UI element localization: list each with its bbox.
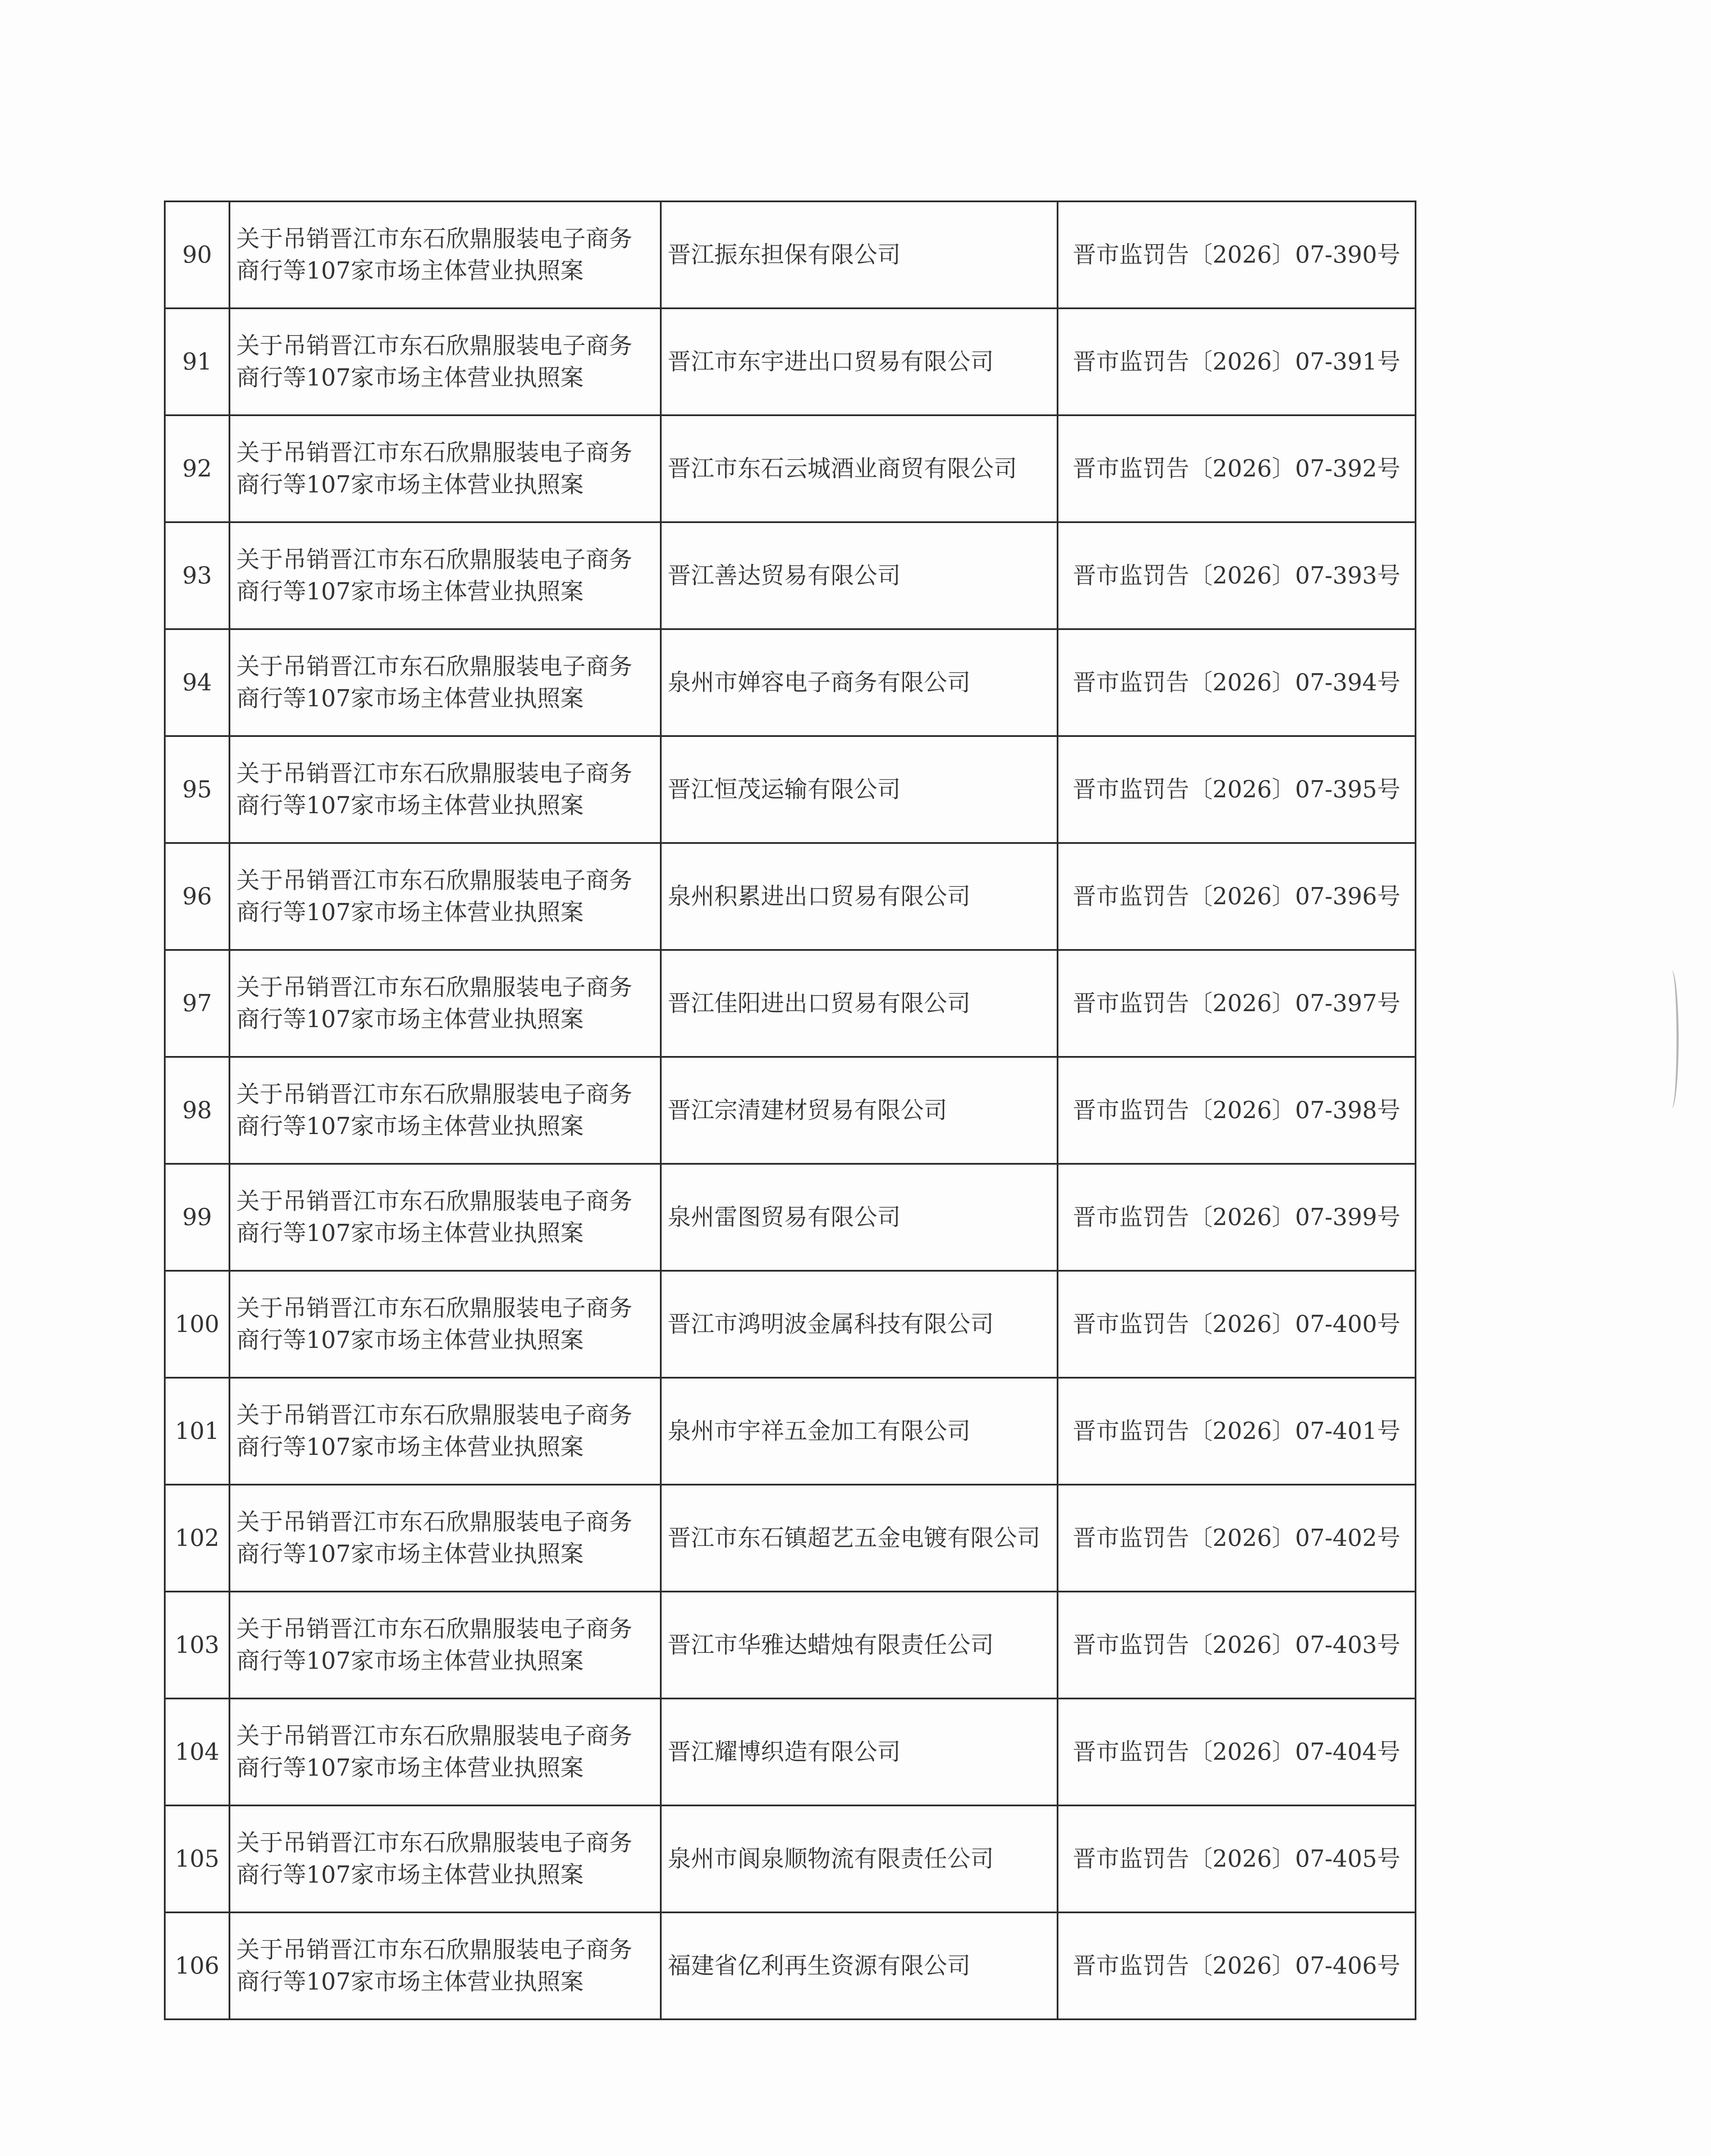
row-number: 102 [165,1485,229,1592]
entity-name: 泉州市宇祥五金加工有限公司 [661,1378,1058,1485]
document-number: 晋市监罚告〔2026〕07-402号 [1058,1485,1416,1592]
table-row [165,522,1416,629]
case-title: 关于吊销晋江市东石欣鼎服装电子商务商行等107家市场主体营业执照案 [229,1164,661,1271]
entity-name: 泉州雷图贸易有限公司 [661,1164,1058,1271]
row-number: 90 [165,201,229,308]
table-row [165,843,1416,950]
document-number: 晋市监罚告〔2026〕07-392号 [1058,415,1416,522]
document-number: 晋市监罚告〔2026〕07-405号 [1058,1805,1416,1912]
row-number: 106 [165,1912,229,2019]
case-title: 关于吊销晋江市东石欣鼎服装电子商务商行等107家市场主体营业执照案 [229,629,661,736]
row-number: 100 [165,1271,229,1378]
table-row [165,1805,1416,1912]
table-row [165,1271,1416,1378]
case-title: 关于吊销晋江市东石欣鼎服装电子商务商行等107家市场主体营业执照案 [229,1378,661,1485]
case-title: 关于吊销晋江市东石欣鼎服装电子商务商行等107家市场主体营业执照案 [229,1912,661,2019]
document-number: 晋市监罚告〔2026〕07-396号 [1058,843,1416,950]
row-number: 99 [165,1164,229,1271]
entity-name: 晋江宗清建材贸易有限公司 [661,1057,1058,1164]
table-row [165,1698,1416,1805]
document-number: 晋市监罚告〔2026〕07-399号 [1058,1164,1416,1271]
document-number: 晋市监罚告〔2026〕07-398号 [1058,1057,1416,1164]
row-number: 91 [165,308,229,415]
document-number: 晋市监罚告〔2026〕07-404号 [1058,1698,1416,1805]
document-number: 晋市监罚告〔2026〕07-393号 [1058,522,1416,629]
table-row [165,629,1416,736]
row-number: 96 [165,843,229,950]
table-row [165,1592,1416,1698]
case-title: 关于吊销晋江市东石欣鼎服装电子商务商行等107家市场主体营业执照案 [229,736,661,843]
case-title: 关于吊销晋江市东石欣鼎服装电子商务商行等107家市场主体营业执照案 [229,1698,661,1805]
row-number: 93 [165,522,229,629]
row-number: 97 [165,950,229,1057]
case-title: 关于吊销晋江市东石欣鼎服装电子商务商行等107家市场主体营业执照案 [229,308,661,415]
scan-edge-mark [1667,970,1679,1108]
entity-name: 晋江恒茂运输有限公司 [661,736,1058,843]
table-row [165,308,1416,415]
entity-name: 晋江佳阳进出口贸易有限公司 [661,950,1058,1057]
row-number: 103 [165,1592,229,1698]
row-number: 104 [165,1698,229,1805]
row-number: 101 [165,1378,229,1485]
table-row [165,1164,1416,1271]
row-number: 94 [165,629,229,736]
table-row [165,1378,1416,1485]
entity-name: 晋江市鸿明波金属科技有限公司 [661,1271,1058,1378]
case-title: 关于吊销晋江市东石欣鼎服装电子商务商行等107家市场主体营业执照案 [229,1592,661,1698]
case-title: 关于吊销晋江市东石欣鼎服装电子商务商行等107家市场主体营业执照案 [229,1485,661,1592]
row-number: 98 [165,1057,229,1164]
case-title: 关于吊销晋江市东石欣鼎服装电子商务商行等107家市场主体营业执照案 [229,843,661,950]
case-title: 关于吊销晋江市东石欣鼎服装电子商务商行等107家市场主体营业执照案 [229,950,661,1057]
document-number: 晋市监罚告〔2026〕07-397号 [1058,950,1416,1057]
table-row [165,1057,1416,1164]
entity-name: 泉州市阆泉顺物流有限责任公司 [661,1805,1058,1912]
entity-name: 泉州市婵容电子商务有限公司 [661,629,1058,736]
entity-name: 晋江耀博织造有限公司 [661,1698,1058,1805]
entity-name: 晋江市东石镇超艺五金电镀有限公司 [661,1485,1058,1592]
entity-name: 晋江市华雅达蜡烛有限责任公司 [661,1592,1058,1698]
document-number: 晋市监罚告〔2026〕07-394号 [1058,629,1416,736]
case-title: 关于吊销晋江市东石欣鼎服装电子商务商行等107家市场主体营业执照案 [229,522,661,629]
case-title: 关于吊销晋江市东石欣鼎服装电子商务商行等107家市场主体营业执照案 [229,201,661,308]
case-title: 关于吊销晋江市东石欣鼎服装电子商务商行等107家市场主体营业执照案 [229,1271,661,1378]
case-title: 关于吊销晋江市东石欣鼎服装电子商务商行等107家市场主体营业执照案 [229,415,661,522]
entity-name: 晋江市东石云城酒业商贸有限公司 [661,415,1058,522]
table-row [165,1912,1416,2019]
entity-name: 晋江善达贸易有限公司 [661,522,1058,629]
table-row [165,415,1416,522]
entity-name: 晋江振东担保有限公司 [661,201,1058,308]
document-number: 晋市监罚告〔2026〕07-401号 [1058,1378,1416,1485]
row-number: 95 [165,736,229,843]
entity-name: 晋江市东宇进出口贸易有限公司 [661,308,1058,415]
row-number: 92 [165,415,229,522]
document-number: 晋市监罚告〔2026〕07-390号 [1058,201,1416,308]
table-row [165,950,1416,1057]
table-row [165,1485,1416,1592]
document-number: 晋市监罚告〔2026〕07-400号 [1058,1271,1416,1378]
entity-name: 泉州积累进出口贸易有限公司 [661,843,1058,950]
entity-name: 福建省亿利再生资源有限公司 [661,1912,1058,2019]
table-row [165,736,1416,843]
document-number: 晋市监罚告〔2026〕07-391号 [1058,308,1416,415]
case-title: 关于吊销晋江市东石欣鼎服装电子商务商行等107家市场主体营业执照案 [229,1805,661,1912]
document-number: 晋市监罚告〔2026〕07-403号 [1058,1592,1416,1698]
row-number: 105 [165,1805,229,1912]
penalty-table [164,201,1416,2020]
document-number: 晋市监罚告〔2026〕07-395号 [1058,736,1416,843]
document-number: 晋市监罚告〔2026〕07-406号 [1058,1912,1416,2019]
table-row [165,201,1416,308]
case-title: 关于吊销晋江市东石欣鼎服装电子商务商行等107家市场主体营业执照案 [229,1057,661,1164]
